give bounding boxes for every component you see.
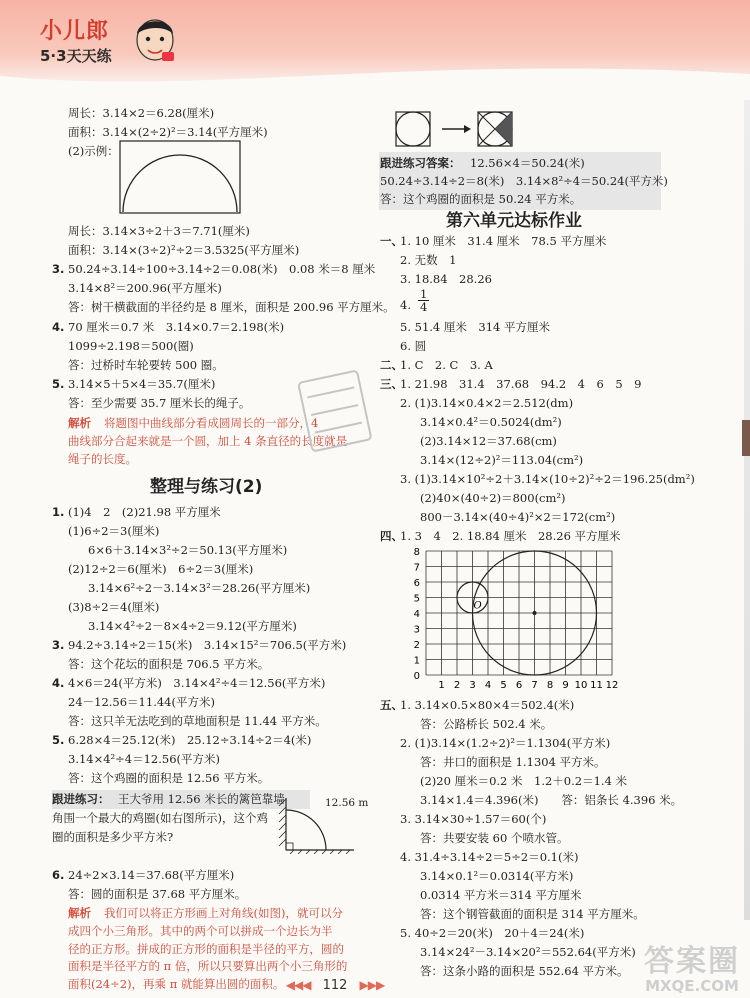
text-line: 1. 10 厘米 31.4 厘米 78.5 平方厘米 — [400, 234, 607, 248]
text-line: 3.14×5＋5×4＝35.7(厘米) — [68, 377, 216, 391]
question-number: 1. — [52, 505, 65, 519]
y-tick-label: 3 — [413, 624, 420, 636]
section-number: 二、 — [380, 358, 403, 372]
text-line: 答：共要安装 60 个喷水管。 — [420, 831, 569, 845]
text-line: 3. 18.84 28.26 — [400, 272, 492, 286]
text-line: 答：树干横截面的半径约是 8 厘米，面积是 200.96 平方厘米。 — [68, 300, 395, 314]
page-footer — [0, 978, 710, 993]
text-line: 1. C 2. C 3. A — [400, 358, 493, 372]
analysis-text: 成四个小三角形。其中的两个可以拼成一个边长为半 — [68, 924, 333, 938]
coordinate-grid — [402, 545, 632, 695]
text-line: 6. 圆 — [400, 339, 427, 353]
text-line: 答：这条小路的面积是 552.64 平方米。 — [420, 964, 629, 978]
text-line: 3.14×1.4＝4.396(米) 答：铝条长 4.396 米。 — [420, 793, 683, 807]
text-line: 答：这只羊无法吃到的草地面积是 11.44 平方米。 — [68, 714, 327, 728]
text-line: 3.14×0.4²＝0.5024(dm²) — [420, 415, 562, 429]
analysis-text: 面积是半径平方的 π 倍，所以只要算出两个小三角形的 — [68, 959, 348, 973]
next-arrows-icon: ▶▶▶ — [359, 978, 385, 992]
page-number: 112 — [322, 978, 348, 993]
prev-arrows-icon: ◀◀◀ — [285, 978, 311, 992]
section-number: 三、 — [380, 377, 403, 391]
text-line: 3.14×4²÷4＝12.56(平方米) — [68, 752, 221, 766]
x-tick-label: 9 — [562, 680, 569, 691]
stamp-watermark — [287, 363, 383, 462]
text-line: 12.56×4＝50.24(米) — [470, 156, 585, 170]
text-line: 答：过桥时车轮要转 500 圈。 — [68, 358, 224, 372]
figure-label: 12.56 m — [325, 797, 369, 809]
fraction — [418, 288, 429, 313]
site-watermark — [644, 945, 740, 995]
brand-title: 小儿郎 — [40, 19, 110, 44]
y-tick-label: 6 — [413, 578, 420, 589]
x-tick-label: 4 — [484, 680, 492, 691]
text-line: (1)6÷2＝3(厘米) — [68, 524, 160, 538]
text-line: 答：这个花坛的面积是 706.5 平方米。 — [68, 657, 270, 671]
x-tick-label: 1 — [438, 680, 445, 691]
analysis-label: 解析 — [68, 906, 91, 920]
section-title: 第六单元达标作业 — [446, 211, 582, 231]
text-line: 1. 3 4 2. 18.84 厘米 28.26 平方厘米 — [400, 529, 621, 543]
text-line: 3. 3.14×30÷1.57＝60(个) — [400, 812, 547, 826]
x-tick-label: 5 — [500, 680, 507, 691]
x-tick-label: 8 — [546, 680, 554, 691]
analysis-label: 解析 — [68, 416, 91, 430]
text-line: 6×6＋3.14×3²÷2＝50.13(平方厘米) — [88, 543, 288, 557]
analysis-text: 曲线部分合起来就是一个圆，加上 4 条直径的长度就是 — [68, 434, 348, 448]
x-tick-label: 3 — [469, 680, 476, 691]
text-line: 答：至少需要 35.7 厘米长的绳子。 — [68, 396, 251, 410]
text-line: 5. 51.4 厘米 314 平方厘米 — [400, 320, 550, 334]
x-tick-label: 6 — [515, 680, 523, 691]
question-number: 5. — [52, 733, 65, 747]
text-line: 答：这个鸡圈的面积是 50.24 平方米。 — [380, 192, 582, 206]
answer-label: 跟进练习答案： — [380, 156, 461, 170]
question-number: 3. — [52, 262, 65, 276]
text-line: 圈的面积是多少平方米? — [52, 830, 174, 844]
text-line: (2)40×(40÷2)＝800(cm²) — [420, 491, 566, 505]
text-line: (2)3.14×12＝37.68(cm) — [420, 434, 557, 448]
question-number: 5. — [52, 377, 65, 391]
x-tick-label: 2 — [453, 680, 461, 691]
center-point — [533, 611, 537, 615]
y-tick-label: 5 — [413, 593, 420, 605]
text-line: 1099÷2.198＝500(圈) — [68, 339, 194, 353]
text-line: 1. 3.14×0.5×80×4＝502.4(米) — [400, 698, 575, 712]
y-tick-label: 0 — [413, 671, 420, 682]
text-line: 6.28×4＝25.12(米) 25.12÷3.14÷2＝4(米) — [68, 733, 312, 747]
text-line: 24÷2×3.14＝37.68(平方厘米) — [68, 868, 235, 882]
text-line: 4×6＝24(平方米) 3.14×4²÷4＝12.56(平方米) — [68, 676, 326, 690]
text-line: 面积：3.14×(2÷2)²＝3.14(平方厘米) — [68, 125, 268, 139]
text-line: 4. — [400, 298, 411, 312]
follow-up-label: 跟进练习： — [52, 792, 110, 806]
text-line: 3.14×0.1²＝0.0314(平方米) — [420, 869, 574, 883]
text-line: 答：井口的面积是 1.1304 平方米。 — [420, 755, 606, 769]
analysis-text: 面积(24÷2)，再乘 π 就能算出圆的面积。 — [68, 977, 285, 991]
text-line: 3.14×8²＝200.96(平方厘米) — [68, 281, 222, 295]
text-line: 0.0314 平方米＝314 平方厘米 — [420, 888, 582, 902]
text-line: 周长：3.14×2＝6.28(厘米) — [68, 106, 215, 120]
text-line: 70 厘米＝0.7 米 3.14×0.7＝2.198(米) — [68, 320, 285, 334]
text-line: (2)示例： — [68, 144, 119, 158]
mascot-icon — [132, 12, 178, 64]
x-tick-label: 10 — [574, 680, 588, 691]
analysis-text: 径的正方形。拼成的正方形的面积是半径的平方，圆的 — [68, 942, 344, 956]
text-line: 王大爷用 12.56 米长的篱笆靠墙 — [118, 792, 285, 806]
text-line: (1)4 2 (2)21.98 平方厘米 — [68, 505, 221, 519]
analysis-text: 将题图中曲线部分看成圆周长的一部分，4 — [104, 416, 319, 430]
page-edge — [744, 100, 750, 920]
analysis-text: 我们可以将正方形画上对角线(如图)，就可以分 — [104, 906, 343, 920]
watermark-url: MXQE.COM — [645, 976, 739, 995]
page-header — [0, 0, 750, 92]
semicircle-figure — [119, 140, 241, 214]
center-label: O — [473, 600, 482, 612]
text-line: 2. 无数 1 — [400, 253, 457, 267]
text-line: 3.14×6²÷2－3.14×3²＝28.26(平方厘米) — [88, 581, 311, 595]
header-wave — [0, 46, 750, 96]
text-line: 角围一个最大的鸡圈(如右图所示)，这个鸡 — [52, 811, 268, 825]
text-line: 94.2÷3.14÷2＝15(米) 3.14×15²＝706.5(平方米) — [68, 638, 347, 652]
x-tick-label: 7 — [531, 680, 538, 691]
brand-logo — [40, 14, 112, 66]
analysis-text: 绳子的长度。 — [68, 452, 137, 466]
text-line: 答：公路桥长 502.4 米。 — [420, 717, 553, 731]
x-tick-label: 12 — [605, 680, 619, 691]
text-line: (3)8÷2＝4(厘米) — [68, 600, 160, 614]
x-tick-label: 11 — [590, 680, 603, 691]
text-line: 3.14×24²－3.14×20²＝552.64(平方米) — [420, 945, 636, 959]
text-line: 答：这个鸡圈的面积是 12.56 平方米。 — [68, 771, 270, 785]
text-line: 4. 31.4÷3.14÷2＝5÷2＝0.1(米) — [400, 850, 579, 864]
text-line: 面积：3.14×(3÷2)²÷2＝3.5325(平方厘米) — [68, 243, 300, 257]
text-line: 5. 40÷2＝20(米) 20＋4＝24(米) — [400, 926, 585, 940]
section-title: 整理与练习(2) — [150, 477, 263, 497]
text-line: 答：这个钢管截面的面积是 314 平方厘米。 — [420, 907, 645, 921]
y-tick-label: 7 — [413, 562, 420, 574]
text-line: 周长：3.14×3÷2＋3＝7.71(厘米) — [68, 224, 250, 238]
brand-subtitle: 5·3天天练 — [40, 47, 112, 65]
fraction-numerator: 1 — [420, 287, 428, 301]
text-line: 800－3.14×(40÷4)²×2＝172(cm²) — [420, 510, 616, 524]
text-line: 2. (1)3.14×0.4×2＝2.512(dm) — [400, 396, 574, 410]
question-number: 6. — [52, 868, 65, 882]
stamp-icon — [287, 363, 383, 462]
section-number: 四、 — [380, 529, 403, 543]
text-line: (2)12÷2＝6(厘米) 6÷2＝3(厘米) — [68, 562, 254, 576]
question-number: 4. — [52, 676, 65, 690]
y-tick-label: 8 — [413, 547, 420, 558]
text-line: 3. (1)3.14×10²÷2＋3.14×(10÷2)²÷2＝196.25(dm²) — [400, 472, 695, 486]
fraction-denominator: 4 — [420, 300, 428, 314]
text-line: 2. (1)3.14×(1.2÷2)²＝1.1304(平方米) — [400, 736, 611, 750]
text-line: 50.24÷3.14÷2＝8(米) 3.14×8²÷4＝50.24(平方米) — [380, 174, 668, 188]
y-tick-label: 2 — [413, 640, 420, 651]
section-number: 五、 — [380, 698, 403, 712]
text-line: 答：圆的面积是 37.68 平方厘米。 — [68, 887, 247, 901]
question-number: 4. — [52, 320, 65, 334]
section-number: 一、 — [380, 234, 403, 248]
text-line: (2)20 厘米＝0.2 米 1.2＋0.2＝1.4 米 — [420, 774, 628, 788]
text-line: 24－12.56＝11.44(平方米) — [68, 695, 215, 709]
text-line: 50.24÷3.14÷100÷3.14÷2＝0.08(米) 0.08 米＝8 厘米 — [68, 262, 376, 276]
text-line: 1. 21.98 31.4 37.68 94.2 4 6 5 9 — [400, 377, 642, 391]
watermark-title: 答案圈 — [644, 943, 740, 979]
y-tick-label: 4 — [413, 609, 420, 620]
y-tick-label: 1 — [413, 655, 420, 667]
text-line: 3.14×4²÷2－8×4÷2＝9.12(平方厘米) — [88, 619, 297, 633]
square-diagonal-figure — [394, 110, 520, 150]
page-tab — [742, 420, 750, 456]
question-number: 3. — [52, 638, 65, 652]
text-line: 3.14×(12÷2)²＝113.04(cm²) — [420, 453, 584, 467]
